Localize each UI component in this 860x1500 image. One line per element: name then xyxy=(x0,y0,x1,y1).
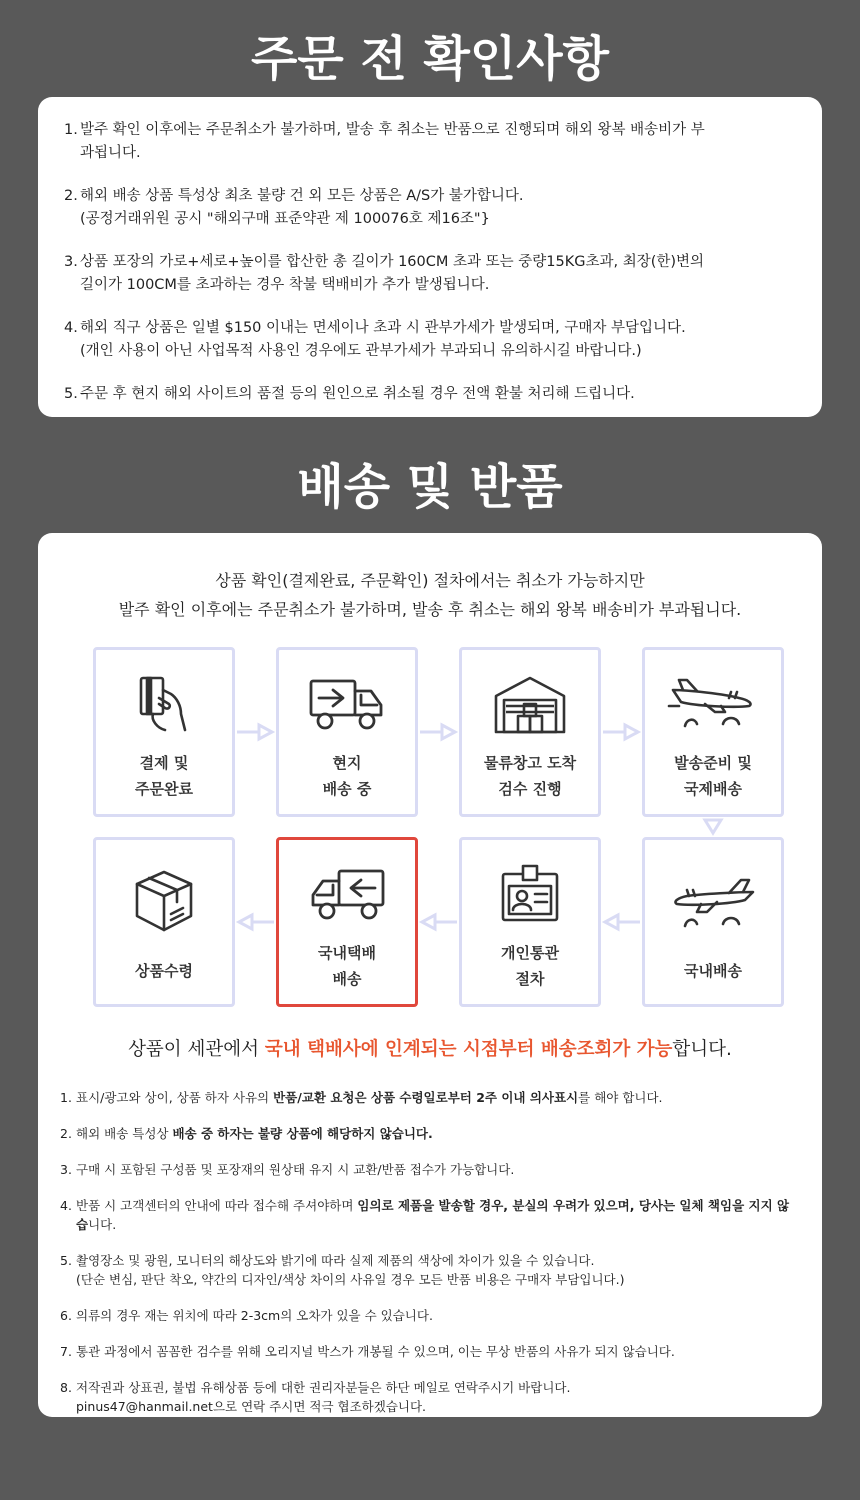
order-notice-line: 주문 후 현지 해외 사이트의 품절 등의 원인으로 취소될 경우 전액 환불 처리해 드립니다. xyxy=(80,386,635,402)
flow-step-domestic-courier xyxy=(276,837,418,1007)
order-notice-list xyxy=(64,119,796,406)
warehouse-icon xyxy=(462,670,598,740)
tracking-notice-highlight: 국내 택배사에 인계되는 시점부터 배송조회가 가능 xyxy=(264,1039,673,1060)
tracking-notice xyxy=(38,1035,822,1061)
return-rule-segment: 통관 과정에서 꼼꼼한 검수를 위해 오리지널 박스가 개봉될 수 있으며, 이는 무상 반품의 사유가 되지 않습니다. xyxy=(76,1344,675,1359)
order-notice-line: (개인 사용이 아닌 사업목적 사용인 경우에도 관부가세가 부과되니 유의하시길 바랍니다.) xyxy=(80,343,642,359)
return-rule-item xyxy=(60,1342,800,1361)
return-rule-text xyxy=(76,1251,800,1289)
flow-step-local-delivery xyxy=(276,647,418,817)
flow-step-international xyxy=(642,647,784,817)
return-rule-segment: 니다. xyxy=(88,1217,117,1232)
flow-step-domestic-shipping xyxy=(642,837,784,1007)
return-rule-item xyxy=(60,1160,800,1179)
step-label-line1: 물류창고 도착 xyxy=(483,754,577,772)
order-notice-item xyxy=(64,383,796,406)
order-notice-text xyxy=(80,119,796,165)
delivery-truck-icon xyxy=(279,670,415,740)
return-rules-list xyxy=(60,1088,800,1433)
flow-arrow-left xyxy=(601,912,642,932)
return-rule-item xyxy=(60,1306,800,1325)
return-rule-segment: 해외 배송 특성상 xyxy=(76,1126,173,1141)
step-label-line2: 배송 xyxy=(332,970,362,988)
order-notice-item xyxy=(64,317,796,363)
flow-step-payment xyxy=(93,647,235,817)
return-rule-item xyxy=(60,1088,800,1107)
step-label-line1: 발송준비 및 xyxy=(674,754,752,772)
id-badge-icon xyxy=(462,860,598,930)
return-rule-item xyxy=(60,1196,800,1234)
tracking-notice-after: 합니다. xyxy=(672,1039,732,1060)
intro-line-2: 발주 확인 이후에는 주문취소가 불가하며, 발송 후 취소는 해외 왕복 배송비가 부과됩니다. xyxy=(118,600,742,619)
step-label-line2: 국제배송 xyxy=(684,780,742,798)
return-rule-text xyxy=(76,1342,800,1361)
order-notice-line: 상품 포장의 가로+세로+높이를 합산한 총 길이가 160CM 초과 또는 중량15KG초과, 최장(한)변의 xyxy=(80,254,705,270)
return-rule-item xyxy=(60,1378,800,1416)
intro-line-1: 상품 확인(결제완료, 주문확인) 절차에서는 취소가 가능하지만 xyxy=(215,571,645,590)
return-rule-segment: 구매 시 포함된 구성품 및 포장재의 원상태 유지 시 교환/반품 접수가 가능합니다. xyxy=(76,1162,515,1177)
order-notice-number: 4. xyxy=(64,320,78,336)
return-rule-number: 1. xyxy=(60,1090,72,1105)
step-label-line2: 배송 중 xyxy=(322,780,372,798)
return-rule-segment: 의류의 경우 재는 위치에 따라 2-3cm의 오차가 있을 수 있습니다. xyxy=(76,1308,433,1323)
return-truck-icon xyxy=(279,860,415,930)
order-notice-card xyxy=(38,97,822,417)
order-notice-line: 길이가 100CM를 초과하는 경우 착불 택배비가 추가 발생됩니다. xyxy=(80,277,490,293)
return-rule-number: 5. xyxy=(60,1253,72,1268)
return-rule-emphasis: 임의로 제품을 발송할 경우, 분실의 우려가 있으며, 당사는 일체 책임을 지지 않습 xyxy=(76,1198,790,1232)
order-notice-text xyxy=(80,383,796,406)
step-label-line1: 상품수령 xyxy=(135,962,193,980)
return-rule-item xyxy=(60,1251,800,1289)
tracking-notice-before: 상품이 세관에서 xyxy=(128,1039,265,1060)
order-notice-line: 과됩니다. xyxy=(80,145,141,161)
return-rule-text xyxy=(76,1306,800,1325)
return-rule-text xyxy=(76,1378,800,1416)
airplane-takeoff-icon xyxy=(645,670,781,740)
step-label-line2: 절차 xyxy=(515,970,545,988)
card-payment-icon xyxy=(96,670,232,740)
step-label-line1: 현지 xyxy=(332,754,362,772)
return-rule-number: 3. xyxy=(60,1162,72,1177)
order-notice-line: (공정거래위원 공시 "해외구매 표준약관 제 100076호 제16조"} xyxy=(80,211,490,227)
return-rule-item xyxy=(60,1124,800,1143)
order-notice-number: 1. xyxy=(64,122,78,138)
flow-step-receive xyxy=(93,837,235,1007)
return-rule-segment: pinus47@hanmail.net으로 연락 주시면 적극 협조하겠습니다. xyxy=(76,1399,427,1414)
airplane-icon xyxy=(645,866,781,936)
order-notice-item xyxy=(64,119,796,165)
package-box-icon xyxy=(96,866,232,936)
order-notice-number: 5. xyxy=(64,386,78,402)
return-rule-emphasis: 반품/교환 요청은 상품 수령일로부터 2주 이내 의사표시 xyxy=(273,1090,579,1105)
return-rule-text xyxy=(76,1088,800,1107)
order-notice-line: 발주 확인 이후에는 주문취소가 불가하며, 발송 후 취소는 반품으로 진행되며 해외 왕복 배송비가 부 xyxy=(80,122,705,138)
flow-arrow-left xyxy=(418,912,459,932)
return-rule-emphasis: 배송 중 하자는 불량 상품에 해당하지 않습니다. xyxy=(172,1126,433,1141)
return-rule-text xyxy=(76,1124,800,1143)
order-notice-number: 2. xyxy=(64,188,78,204)
order-notice-item xyxy=(64,251,796,297)
flow-arrow-right xyxy=(418,722,459,742)
order-notice-text xyxy=(80,251,796,297)
return-rule-number: 6. xyxy=(60,1308,72,1323)
order-notice-text xyxy=(80,317,796,363)
shipping-return-title: 배송 및 반품 xyxy=(297,459,563,515)
step-label-line1: 국내배송 xyxy=(684,962,742,980)
return-rule-text xyxy=(76,1196,800,1234)
return-rule-number: 4. xyxy=(60,1198,72,1213)
shipping-card xyxy=(38,533,822,1417)
return-rule-segment: 저작권과 상표권, 불법 유해상품 등에 대한 권리자분들은 하단 메일로 연락주시기 바랍니다. xyxy=(76,1380,571,1395)
return-rule-number: 2. xyxy=(60,1126,72,1141)
flow-arrow-right xyxy=(235,722,276,742)
step-label-line1: 국내택배 xyxy=(318,944,376,962)
step-label-line2: 검수 진행 xyxy=(498,780,562,798)
order-check-title: 주문 전 확인사항 xyxy=(251,31,609,87)
return-rule-text xyxy=(76,1160,800,1179)
return-rule-segment: 반품 시 고객센터의 안내에 따라 접수해 주셔야하며 xyxy=(76,1198,358,1213)
return-rule-number: 7. xyxy=(60,1344,72,1359)
flow-step-warehouse xyxy=(459,647,601,817)
return-rule-number: 8. xyxy=(60,1380,72,1395)
step-label-line1: 결제 및 xyxy=(139,754,189,772)
order-notice-text xyxy=(80,185,796,231)
return-rule-segment: 표시/광고와 상이, 상품 하자 사유의 xyxy=(76,1090,274,1105)
flow-arrow-down xyxy=(702,817,724,837)
step-label-line2: 주문완료 xyxy=(135,780,193,798)
shipping-flow-diagram xyxy=(38,533,822,1033)
order-notice-line: 해외 배송 상품 특성상 최초 불량 건 외 모든 상품은 A/S가 불가합니다. xyxy=(80,188,524,204)
return-rule-segment: (단순 변심, 판단 착오, 약간의 디자인/색상 차이의 사유일 경우 모든 반품 비용은 구매자 부담입니다.) xyxy=(76,1272,625,1287)
return-rule-segment: 촬영장소 및 광원, 모니터의 해상도와 밝기에 따라 실제 제품의 색상에 차이가 있을 수 있습니다. xyxy=(76,1253,595,1268)
flow-arrow-right xyxy=(601,722,642,742)
order-notice-line: 해외 직구 상품은 일별 $150 이내는 면세이나 초과 시 관부가세가 발생되며, 구매자 부담입니다. xyxy=(80,320,686,336)
order-notice-number: 3. xyxy=(64,254,78,270)
flow-arrow-left xyxy=(235,912,276,932)
return-rule-segment: 를 해야 합니다. xyxy=(578,1090,663,1105)
flow-step-customs xyxy=(459,837,601,1007)
order-notice-item xyxy=(64,185,796,231)
step-label-line1: 개인통관 xyxy=(501,944,559,962)
